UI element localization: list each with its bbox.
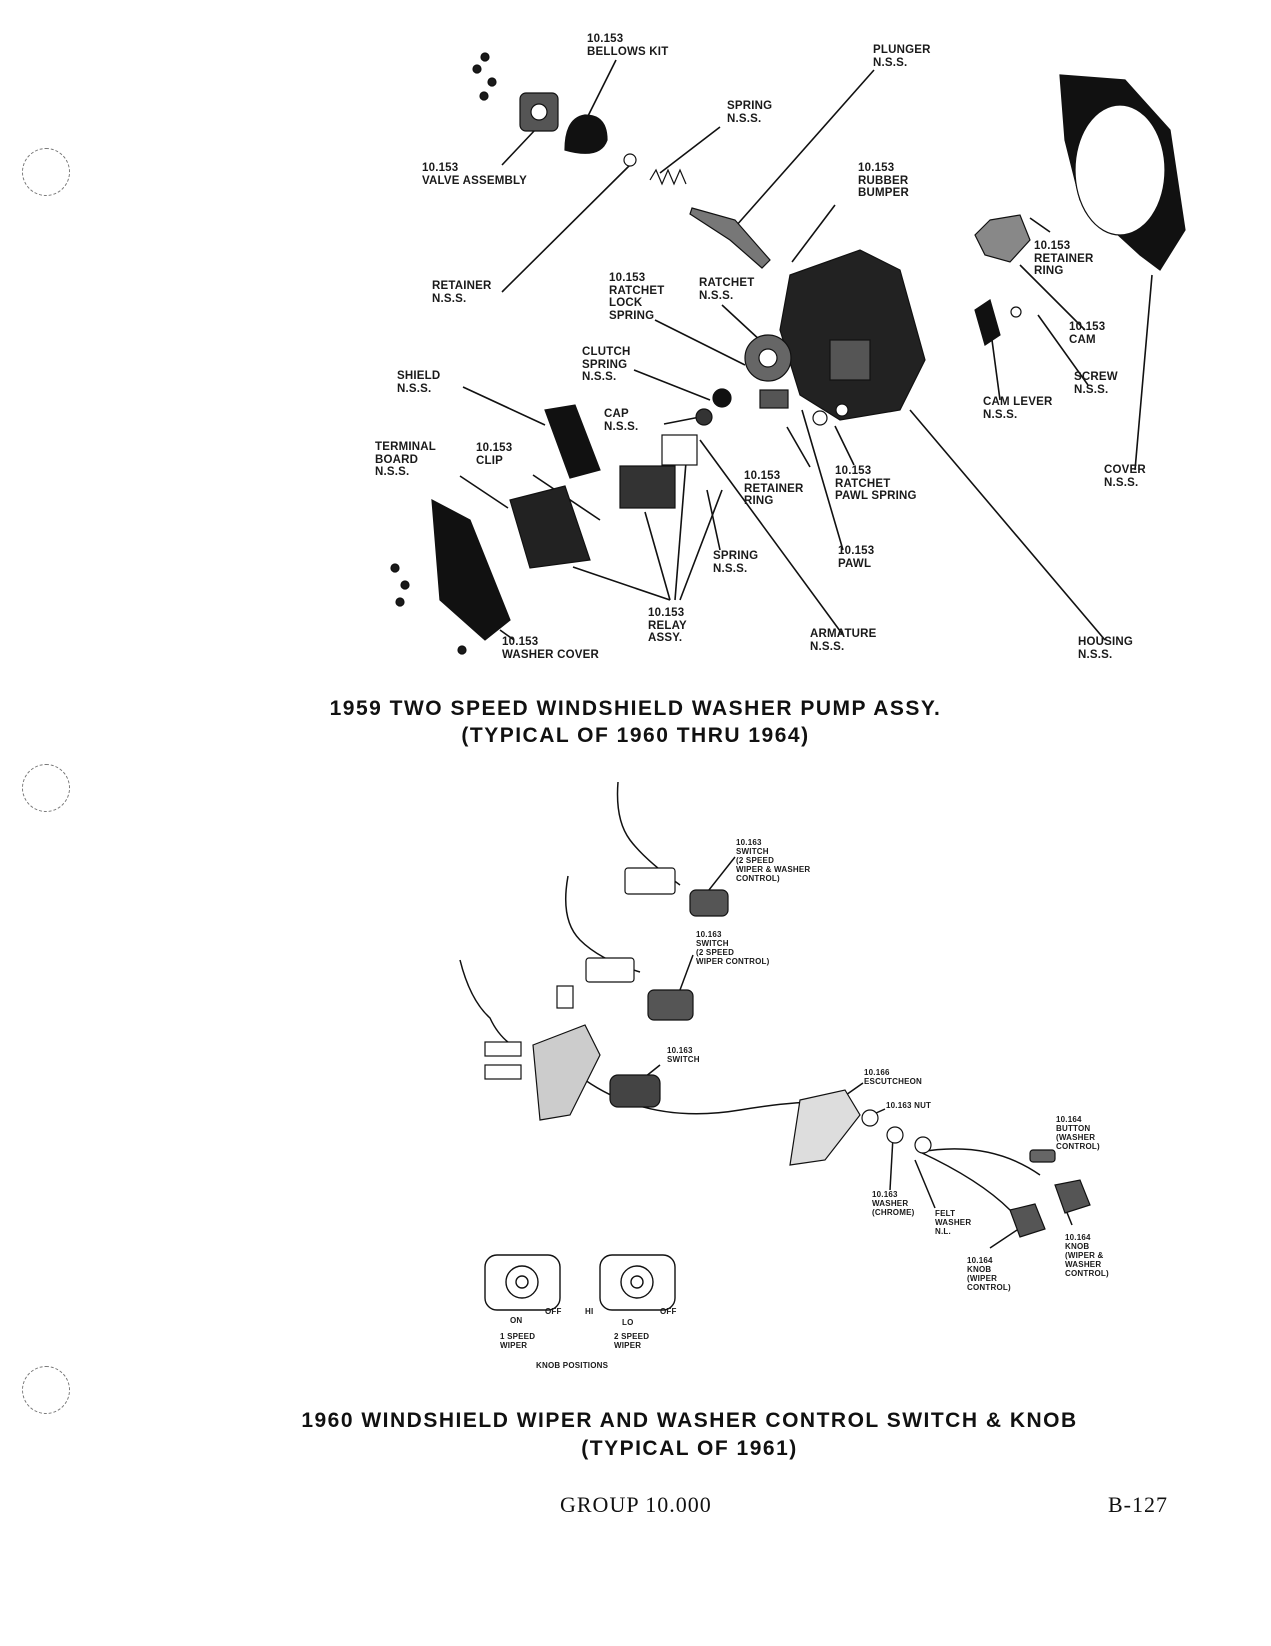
label-ratchet-lock-spring: 10.153 RATCHET LOCK SPRING [609, 272, 665, 322]
label-relay-assy: 10.153 RELAY ASSY. [648, 607, 687, 644]
label-terminal-board: TERMINAL BOARD N.S.S. [375, 441, 437, 478]
label-valve-assembly: 10.153 VALVE ASSEMBLY [422, 162, 528, 187]
label-ratchet-pawl-spring: 10.153 RATCHET PAWL SPRING [835, 465, 917, 502]
label-housing: HOUSING N.S.S. [1078, 636, 1134, 661]
label-clutch-spring: CLUTCH SPRING N.S.S. [582, 346, 631, 383]
label-off-1: OFF [545, 1307, 562, 1316]
label-button: 10.164 BUTTON (WASHER CONTROL) [1056, 1115, 1100, 1151]
label-switch-wiper: 10.163 SWITCH (2 SPEED WIPER CONTROL) [696, 930, 770, 966]
figure2-title-line1: 1960 WINDSHIELD WIPER AND WASHER CONTROL SWITCH & KNOB [301, 1409, 1078, 1432]
label-spring-bottom: SPRING N.S.S. [713, 550, 759, 575]
label-nut: 10.163 NUT [886, 1101, 932, 1110]
figure1-title-line2: (TYPICAL OF 1960 THRU 1964) [461, 724, 810, 747]
label-two-speed-wiper: 2 SPEED WIPER [614, 1332, 650, 1350]
figure2-title-line2: (TYPICAL OF 1961) [581, 1437, 798, 1460]
label-off-2: OFF [660, 1307, 677, 1316]
label-switch: 10.163 SWITCH [667, 1046, 700, 1064]
label-retainer: RETAINER N.S.S. [432, 280, 492, 305]
label-felt-washer: FELT WASHER N.L. [935, 1209, 972, 1236]
label-washer-cover: 10.153 WASHER COVER [502, 636, 599, 661]
label-lo: LO [622, 1318, 634, 1327]
label-cap: CAP N.S.S. [604, 408, 639, 433]
label-spring-top: SPRING N.S.S. [727, 100, 773, 125]
label-plunger: PLUNGER N.S.S. [873, 44, 931, 69]
label-cam-lever: CAM LEVER N.S.S. [983, 396, 1053, 421]
label-switch-wiper-washer: 10.163 SWITCH (2 SPEED WIPER & WASHER CONTROL) [736, 838, 811, 883]
label-hi: HI [585, 1307, 594, 1316]
page-number: B-127 [1108, 1492, 1168, 1517]
label-knob-positions: KNOB POSITIONS [536, 1361, 609, 1370]
label-bellows-kit: 10.153 BELLOWS KIT [587, 33, 669, 58]
label-ratchet: RATCHET N.S.S. [699, 277, 755, 302]
label-knob-wiper: 10.164 KNOB (WIPER CONTROL) [967, 1256, 1011, 1292]
label-pawl: 10.153 PAWL [838, 545, 875, 570]
label-retainer-ring-mid: 10.153 RETAINER RING [744, 470, 804, 507]
label-clip: 10.153 CLIP [476, 442, 513, 467]
label-washer-chrome: 10.163 WASHER (CHROME) [872, 1190, 915, 1217]
label-rubber-bumper: 10.153 RUBBER BUMPER [858, 162, 910, 199]
label-retainer-ring-right: 10.153 RETAINER RING [1034, 240, 1094, 277]
label-shield: SHIELD N.S.S. [397, 370, 441, 395]
label-on: ON [510, 1316, 523, 1325]
group-number: GROUP 10.000 [560, 1492, 712, 1517]
label-one-speed-wiper: 1 SPEED WIPER [500, 1332, 536, 1350]
label-cover: COVER N.S.S. [1104, 464, 1146, 489]
label-screw: SCREW N.S.S. [1074, 371, 1118, 396]
label-armature: ARMATURE N.S.S. [810, 628, 877, 653]
figure1-title-line1: 1959 TWO SPEED WINDSHIELD WASHER PUMP ASSY. [329, 697, 942, 720]
label-cam: 10.153 CAM [1069, 321, 1106, 346]
label-escutcheon: 10.166 ESCUTCHEON [864, 1068, 923, 1086]
label-knob-wiper-washer: 10.164 KNOB (WIPER & WASHER CONTROL) [1065, 1233, 1109, 1278]
